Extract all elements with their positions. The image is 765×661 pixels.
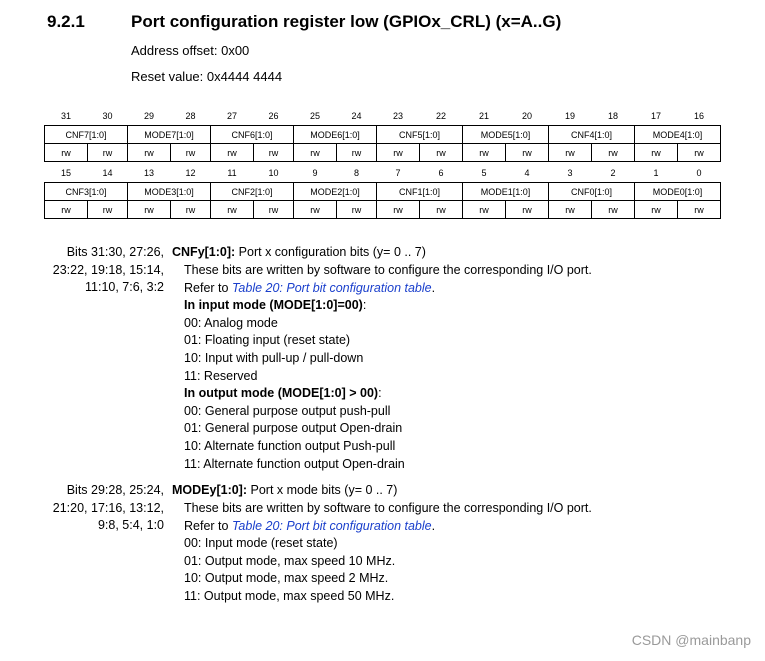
- lower-fields-row: [45, 183, 721, 201]
- access-type: rw: [549, 201, 592, 219]
- register-field: CNF0[1:0]: [549, 183, 635, 201]
- register-field: CNF2[1:0]: [211, 183, 294, 201]
- bit-number: 5: [481, 168, 487, 178]
- section-title: Port configuration register low (GPIOx_CRL) (x=A..G): [131, 12, 562, 31]
- address-offset: Address offset: 0x00: [131, 43, 250, 58]
- cnf-output-heading: In output mode (MODE[1:0] > 00): [184, 386, 379, 401]
- access-type: rw: [592, 201, 635, 219]
- access-type: rw: [549, 144, 592, 162]
- access-type: rw: [592, 144, 635, 162]
- bit-number: 4: [524, 168, 530, 178]
- cnf-output-item: 10: Alternate function output Push-pull: [184, 438, 396, 453]
- cnf-input-heading-colon: :: [362, 298, 367, 313]
- register-field: CNF5[1:0]: [377, 126, 463, 144]
- mode-refer-text: Refer to: [184, 518, 232, 533]
- mode-bit-ranges: [44, 482, 164, 535]
- mode-name-line: [172, 482, 397, 500]
- access-type: rw: [128, 144, 171, 162]
- register-field: MODE5[1:0]: [463, 126, 549, 144]
- access-type: rw: [678, 201, 721, 219]
- bit-number: 11: [227, 168, 237, 178]
- register-field: CNF7[1:0]: [45, 126, 128, 144]
- access-type: rw: [506, 201, 549, 219]
- bit-number: 29: [143, 111, 154, 121]
- cnf-name: CNFy[1:0]:: [172, 245, 236, 259]
- cnf-table-link[interactable]: Table 20: Port bit configuration table: [231, 280, 432, 295]
- access-type: rw: [377, 201, 420, 219]
- access-type: rw: [377, 144, 420, 162]
- access-type: rw: [337, 144, 377, 162]
- register-field: CNF6[1:0]: [211, 126, 294, 144]
- mode-name-desc: Port x mode bits (y= 0 .. 7): [247, 483, 398, 497]
- mode-bits-line: 9:8, 5:4, 1:0: [97, 518, 164, 533]
- access-type: rw: [171, 144, 211, 162]
- reset-value: Reset value: 0x4444 4444: [131, 69, 283, 84]
- cnf-output-heading-line: [184, 385, 592, 403]
- register-table-lower: [44, 164, 721, 219]
- access-type: rw: [128, 201, 171, 219]
- upper-fields-row: [45, 126, 721, 144]
- bit-number: 26: [268, 111, 279, 121]
- cnf-input-heading-line: [184, 297, 592, 315]
- bit-number: 23: [392, 111, 403, 121]
- access-type: rw: [254, 144, 294, 162]
- access-type: rw: [420, 201, 463, 219]
- register-field: CNF3[1:0]: [45, 183, 128, 201]
- mode-line: These bits are written by software to configure the corresponding I/O port.: [184, 501, 592, 515]
- cnf-output-item: 01: General purpose output Open-drain: [184, 421, 403, 436]
- bit-number: 9: [312, 168, 318, 178]
- bit-number: 14: [102, 168, 113, 178]
- mode-bits-line: Bits 29:28, 25:24,: [66, 483, 164, 497]
- bit-number: 3: [567, 168, 573, 178]
- lower-access-row: [45, 201, 721, 219]
- cnf-bit-ranges: [44, 244, 164, 297]
- cnf-output-list: [184, 403, 592, 473]
- bit-number: 21: [478, 111, 489, 121]
- cnf-bits-line: Bits 31:30, 27:26,: [66, 245, 164, 259]
- bit-number: 28: [185, 111, 196, 121]
- bit-number: 6: [438, 168, 444, 178]
- bit-number: 15: [60, 168, 71, 178]
- bit-number: 30: [102, 111, 113, 121]
- access-type: rw: [420, 144, 463, 162]
- bit-number: 24: [351, 111, 362, 121]
- bit-number: 19: [564, 111, 575, 121]
- cnf-name-desc: Port x configuration bits (y= 0 .. 7): [235, 245, 426, 259]
- upper-access-row: [45, 144, 721, 162]
- access-type: rw: [254, 201, 294, 219]
- cnf-refer-line: [184, 280, 592, 298]
- register-field: CNF4[1:0]: [549, 126, 635, 144]
- mode-table-link[interactable]: Table 20: Port bit configuration table: [231, 518, 432, 533]
- access-type: rw: [294, 201, 337, 219]
- mode-name: MODEy[1:0]:: [172, 483, 248, 497]
- cnf-input-heading: In input mode (MODE[1:0]=00): [184, 298, 363, 313]
- cnf-input-item: 01: Floating input (reset state): [184, 333, 351, 348]
- upper-bit-numbers-row: [45, 107, 721, 126]
- register-field: CNF1[1:0]: [377, 183, 463, 201]
- cnf-bits-line: 23:22, 19:18, 15:14,: [52, 262, 164, 277]
- cnf-refer-end: .: [431, 280, 436, 295]
- bit-number: 25: [309, 111, 320, 121]
- access-type: rw: [171, 201, 211, 219]
- register-field: MODE3[1:0]: [128, 183, 211, 201]
- access-type: rw: [45, 144, 88, 162]
- bit-number: 12: [185, 168, 196, 178]
- access-type: rw: [337, 201, 377, 219]
- cnf-input-item: 00: Analog mode: [184, 315, 278, 330]
- bit-number: 20: [521, 111, 532, 121]
- register-field: MODE6[1:0]: [294, 126, 377, 144]
- mode-list: [184, 535, 592, 605]
- register-field: MODE7[1:0]: [128, 126, 211, 144]
- register-field: MODE0[1:0]: [635, 183, 721, 201]
- cnf-output-heading-colon: :: [378, 386, 382, 401]
- access-type: rw: [45, 201, 88, 219]
- register-table-upper: [44, 107, 721, 162]
- cnf-name-line: [172, 244, 426, 262]
- mode-refer-line: [184, 518, 592, 536]
- cnf-output-item: 00: General purpose output push-pull: [184, 403, 391, 418]
- access-type: rw: [463, 201, 506, 219]
- cnf-input-list: [184, 315, 592, 385]
- bit-number: 8: [353, 168, 359, 178]
- cnf-input-item: 10: Input with pull-up / pull-down: [184, 350, 364, 365]
- bit-number: 22: [435, 111, 446, 121]
- cnf-output-item: 11: Alternate function output Open-drain: [184, 456, 405, 471]
- bit-number: 16: [693, 111, 704, 121]
- access-type: rw: [635, 201, 678, 219]
- register-field: MODE4[1:0]: [635, 126, 721, 144]
- lower-bit-numbers-row: [45, 164, 721, 183]
- section-number: 9.2.1: [47, 12, 85, 31]
- cnf-description-block: [184, 262, 592, 473]
- access-type: rw: [463, 144, 506, 162]
- bit-number: 27: [226, 111, 237, 121]
- register-field: MODE1[1:0]: [463, 183, 549, 201]
- access-type: rw: [211, 201, 254, 219]
- cnf-line: These bits are written by software to configure the corresponding I/O port.: [184, 263, 592, 277]
- register-field: MODE2[1:0]: [294, 183, 377, 201]
- mode-item: 11: Output mode, max speed 50 MHz.: [184, 588, 395, 603]
- mode-item: 10: Output mode, max speed 2 MHz.: [184, 571, 389, 586]
- bit-number: 13: [143, 168, 154, 178]
- mode-item: 00: Input mode (reset state): [184, 536, 338, 551]
- watermark: CSDN @mainbanp: [631, 632, 751, 648]
- access-type: rw: [506, 144, 549, 162]
- bit-number: 1: [653, 168, 659, 178]
- cnf-input-item: 11: Reserved: [184, 368, 258, 383]
- cnf-refer-text: Refer to: [184, 280, 232, 295]
- bit-number: 2: [610, 168, 616, 178]
- bit-number: 17: [650, 111, 661, 121]
- access-type: rw: [211, 144, 254, 162]
- bit-number: 10: [268, 168, 279, 178]
- access-type: rw: [635, 144, 678, 162]
- access-type: rw: [678, 144, 721, 162]
- bit-number: 7: [395, 168, 401, 178]
- mode-description-block: [184, 500, 592, 606]
- access-type: rw: [294, 144, 337, 162]
- access-type: rw: [88, 201, 128, 219]
- mode-bits-line: 21:20, 17:16, 13:12,: [52, 500, 164, 515]
- bit-number: 0: [696, 168, 702, 178]
- bit-number: 31: [60, 111, 71, 121]
- cnf-bits-line: 11:10, 7:6, 3:2: [85, 280, 164, 295]
- mode-item: 01: Output mode, max speed 10 MHz.: [184, 553, 396, 568]
- access-type: rw: [88, 144, 128, 162]
- mode-refer-end: .: [431, 518, 436, 533]
- bit-number: 18: [607, 111, 618, 121]
